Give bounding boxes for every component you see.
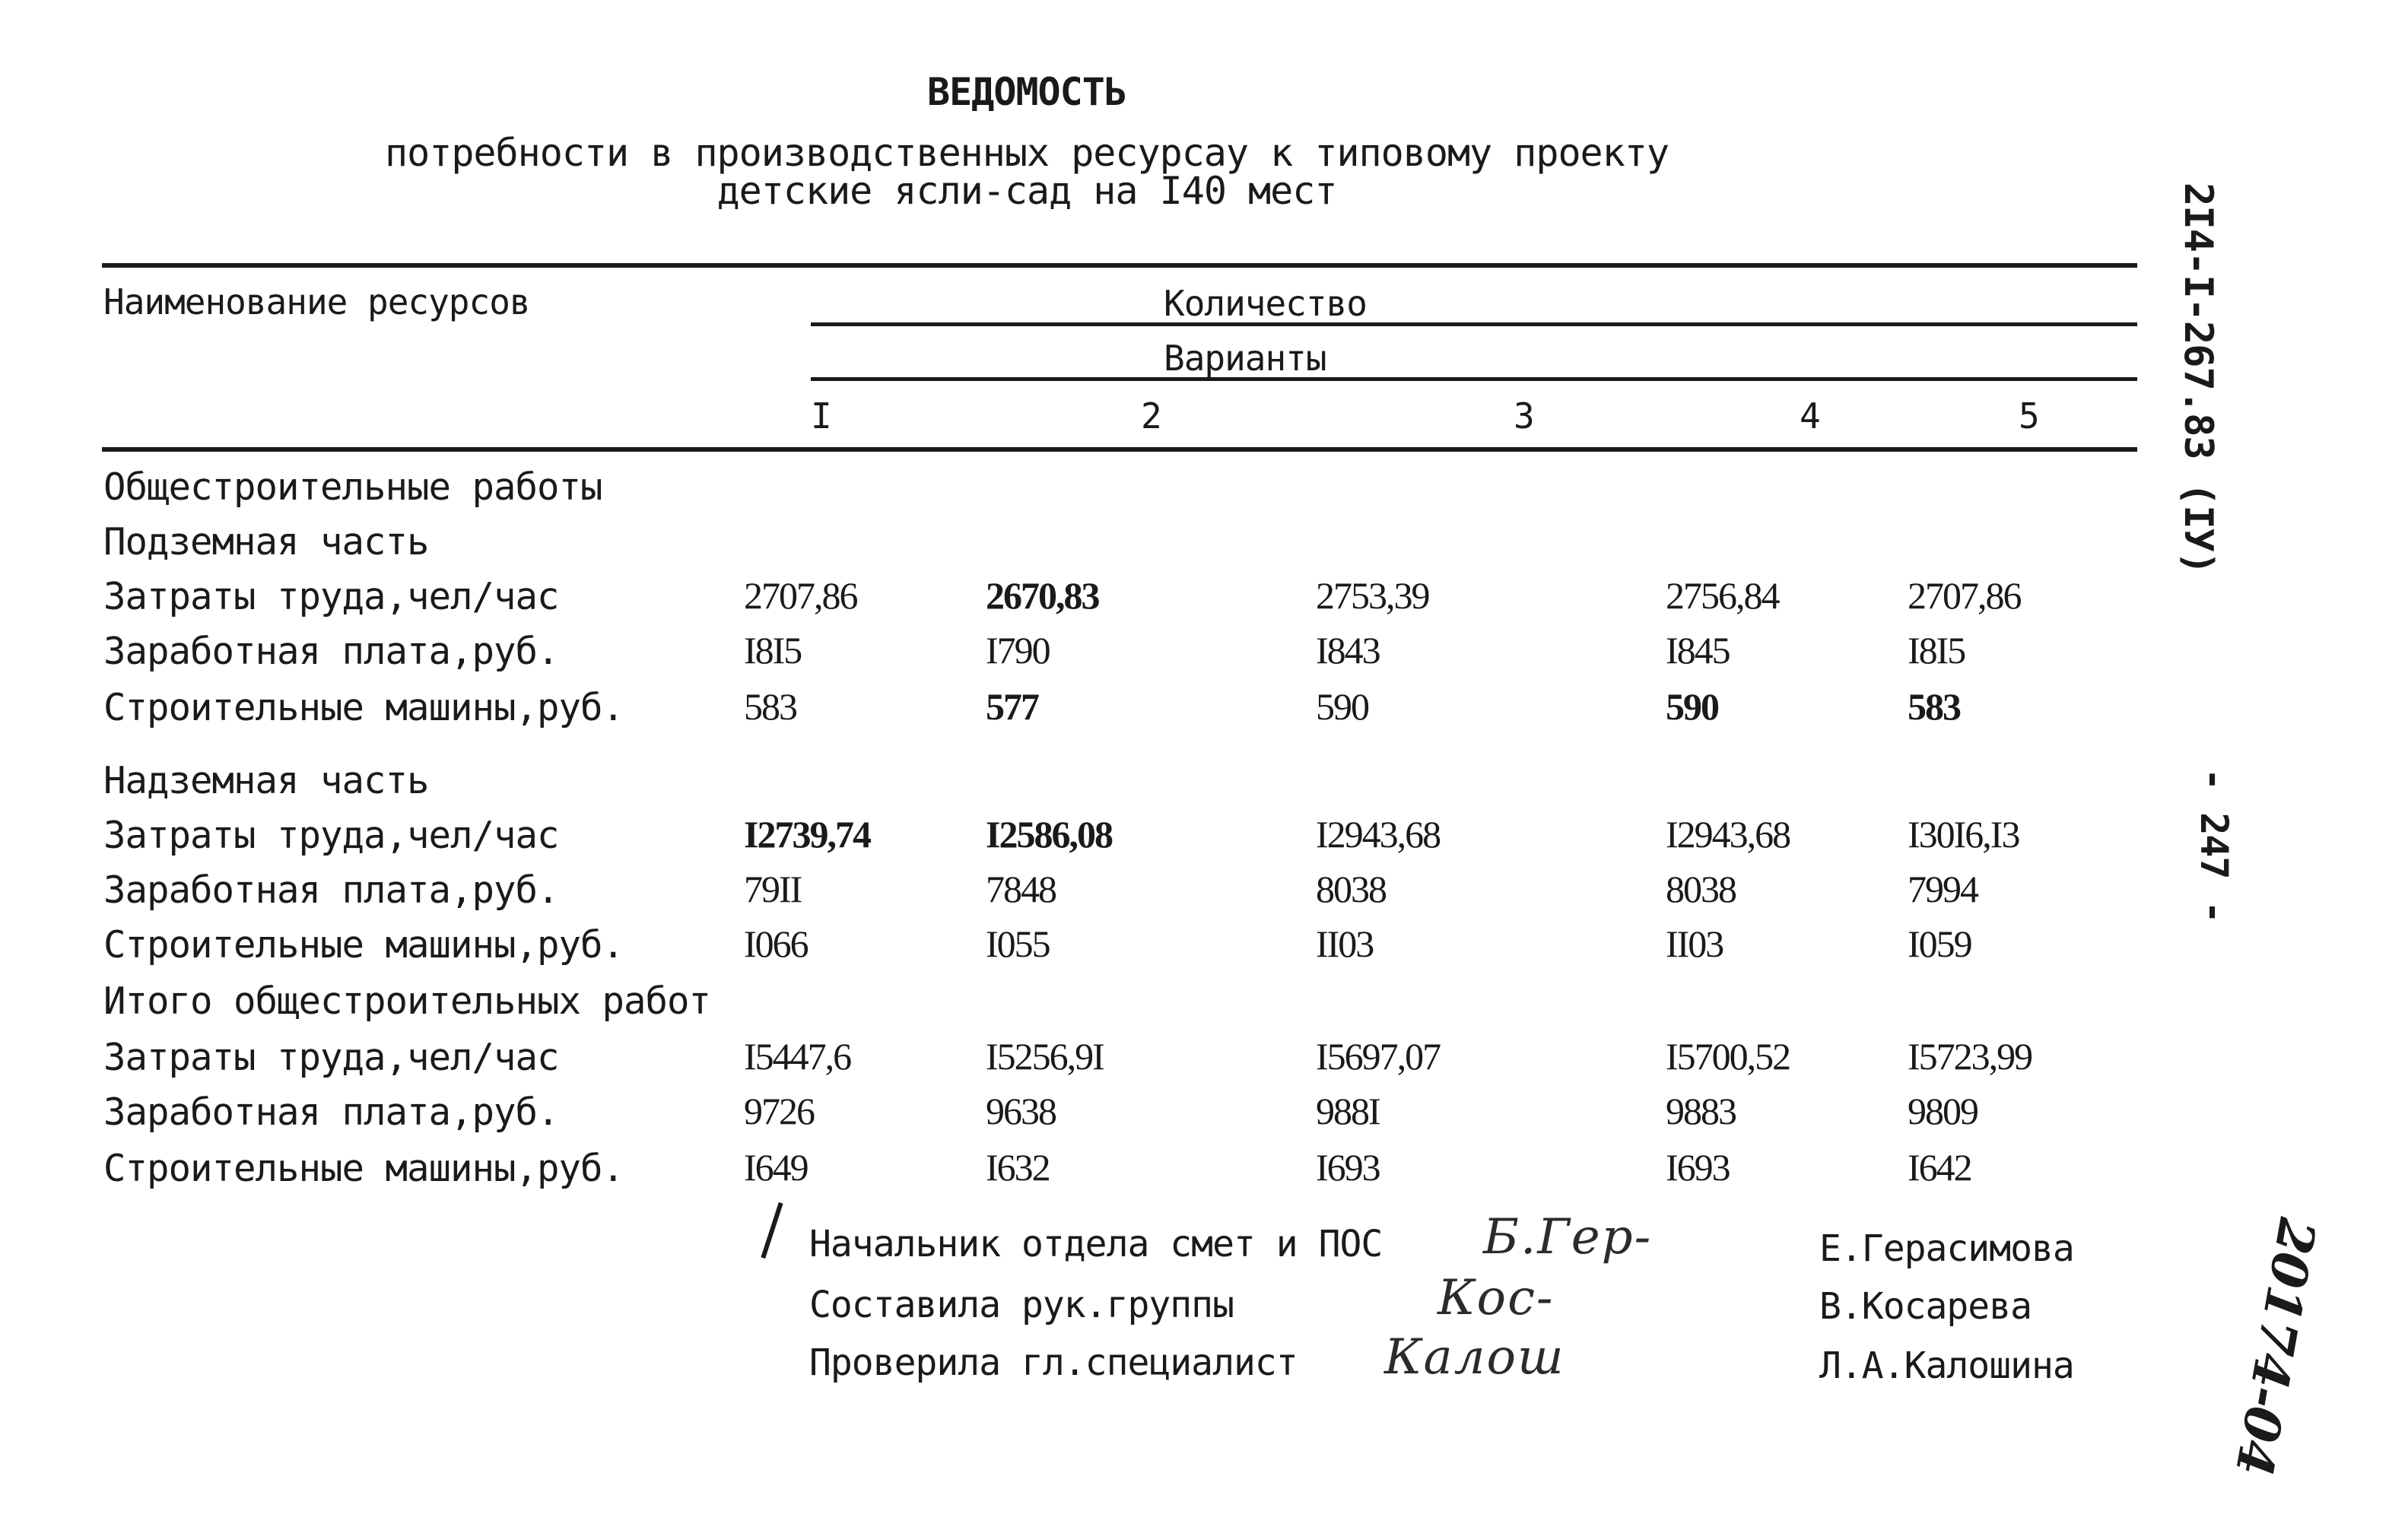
cell-variant-3: I2943,68 [1316, 813, 1441, 856]
page-number: - 247 - [2192, 768, 2236, 923]
row-label: Строительные машины,руб. [103, 923, 624, 967]
cell-variant-2: I632 [986, 1146, 1050, 1189]
cell-variant-2: I790 [986, 629, 1050, 671]
section-heading-total: Итого общестроительных работ [103, 979, 711, 1023]
column-header-variants: Варианты [1164, 338, 1326, 379]
table-top-rule [102, 263, 2137, 268]
handwritten-signature: Кос- [1437, 1270, 1555, 1326]
section-heading-above-ground: Надземная часть [103, 759, 429, 802]
cell-variant-1: 583 [744, 685, 796, 728]
variant-number-1: I [811, 395, 831, 437]
cell-variant-4: 9883 [1666, 1090, 1736, 1132]
row-label: Заработная плата,руб. [103, 630, 559, 673]
handwritten-signature: Б.Гер- [1483, 1209, 1653, 1265]
cell-variant-2: 7848 [986, 868, 1056, 910]
section-heading-underground: Подземная часть [103, 520, 429, 563]
cell-variant-3: 590 [1316, 685, 1368, 728]
variant-number-2: 2 [1141, 395, 1161, 437]
quantity-rule [811, 322, 2137, 326]
header-bottom-rule [102, 447, 2137, 452]
cell-variant-1: 79II [744, 868, 802, 910]
cell-variant-4: 590 [1666, 685, 1718, 728]
cell-variant-5: I8I5 [1908, 629, 1965, 671]
signature-role: Составила рук.группы [809, 1284, 1234, 1326]
cell-variant-3: 8038 [1316, 868, 1386, 910]
signature-role: Проверила гл.специалист [809, 1341, 1298, 1384]
variant-number-5: 5 [2019, 395, 2039, 437]
cell-variant-1: I2739,74 [744, 813, 870, 856]
column-header-quantity: Количество [1164, 283, 1367, 324]
cell-variant-2: I5256,9I [986, 1035, 1104, 1078]
cell-variant-4: I2943,68 [1666, 813, 1790, 856]
handwritten-archive-number: 20174-04 [2223, 1214, 2327, 1480]
cell-variant-1: I8I5 [744, 629, 802, 671]
cell-variant-2: 2670,83 [986, 574, 1099, 617]
signature-name: Е.Герасимова [1819, 1227, 2074, 1270]
cell-variant-4: 2756,84 [1666, 574, 1779, 617]
cell-variant-3: II03 [1316, 922, 1374, 965]
row-label: Заработная плата,руб. [103, 1090, 559, 1134]
cell-variant-1: I649 [744, 1146, 808, 1189]
row-label: Затраты труда,чел/час [103, 1036, 559, 1079]
cell-variant-4: II03 [1666, 922, 1723, 965]
signature-name: Л.А.Калошина [1819, 1344, 2074, 1387]
cell-variant-1: I066 [744, 922, 808, 965]
handwritten-signature: Калош [1384, 1329, 1565, 1386]
variant-number-4: 4 [1800, 395, 1820, 437]
signature-tick-mark [761, 1202, 783, 1259]
cell-variant-5: 7994 [1908, 868, 1978, 910]
document-title: ВЕДОМОСТЬ [927, 70, 1126, 114]
cell-variant-4: I693 [1666, 1146, 1730, 1189]
signature-role: Начальник отдела смет и ПОС [809, 1223, 1383, 1265]
document-code: 2I4-I-267.83 (IУ) [2175, 183, 2221, 575]
cell-variant-5: 583 [1908, 685, 1960, 728]
cell-variant-3: I693 [1316, 1146, 1380, 1189]
row-label: Строительные машины,руб. [103, 686, 624, 729]
column-header-resource-name: Наименование ресурсов [103, 281, 530, 322]
cell-variant-5: I30I6,I3 [1908, 813, 2019, 856]
section-heading-general-works: Общестроительные работы [103, 465, 602, 509]
cell-variant-2: I055 [986, 922, 1050, 965]
variants-rule [811, 377, 2137, 381]
cell-variant-5: 9809 [1908, 1090, 1978, 1132]
signature-name: В.Косарева [1819, 1285, 2032, 1328]
cell-variant-5: I5723,99 [1908, 1035, 2032, 1078]
variant-number-3: 3 [1514, 395, 1534, 437]
cell-variant-1: I5447,6 [744, 1035, 851, 1078]
cell-variant-4: 8038 [1666, 868, 1736, 910]
document-subtitle-line1: потребности в производственных ресурсау к типовому проекту [385, 131, 1669, 175]
cell-variant-2: I2586,08 [986, 813, 1112, 856]
cell-variant-3: 988I [1316, 1090, 1380, 1132]
cell-variant-2: 9638 [986, 1090, 1056, 1132]
cell-variant-4: I5700,52 [1666, 1035, 1790, 1078]
row-label: Заработная плата,руб. [103, 868, 559, 912]
cell-variant-2: 577 [986, 685, 1038, 728]
row-label: Затраты труда,чел/час [103, 814, 559, 857]
cell-variant-1: 9726 [744, 1090, 814, 1132]
cell-variant-5: I059 [1908, 922, 1971, 965]
document-subtitle-line2: детские ясли-сад на I40 мест [716, 169, 1337, 213]
row-label: Затраты труда,чел/час [103, 575, 559, 618]
cell-variant-5: I642 [1908, 1146, 1971, 1189]
cell-variant-3: 2753,39 [1316, 574, 1429, 617]
cell-variant-4: I845 [1666, 629, 1730, 671]
row-label: Строительные машины,руб. [103, 1147, 624, 1190]
cell-variant-3: I5697,07 [1316, 1035, 1441, 1078]
cell-variant-1: 2707,86 [744, 574, 857, 617]
cell-variant-3: I843 [1316, 629, 1380, 671]
cell-variant-5: 2707,86 [1908, 574, 2021, 617]
